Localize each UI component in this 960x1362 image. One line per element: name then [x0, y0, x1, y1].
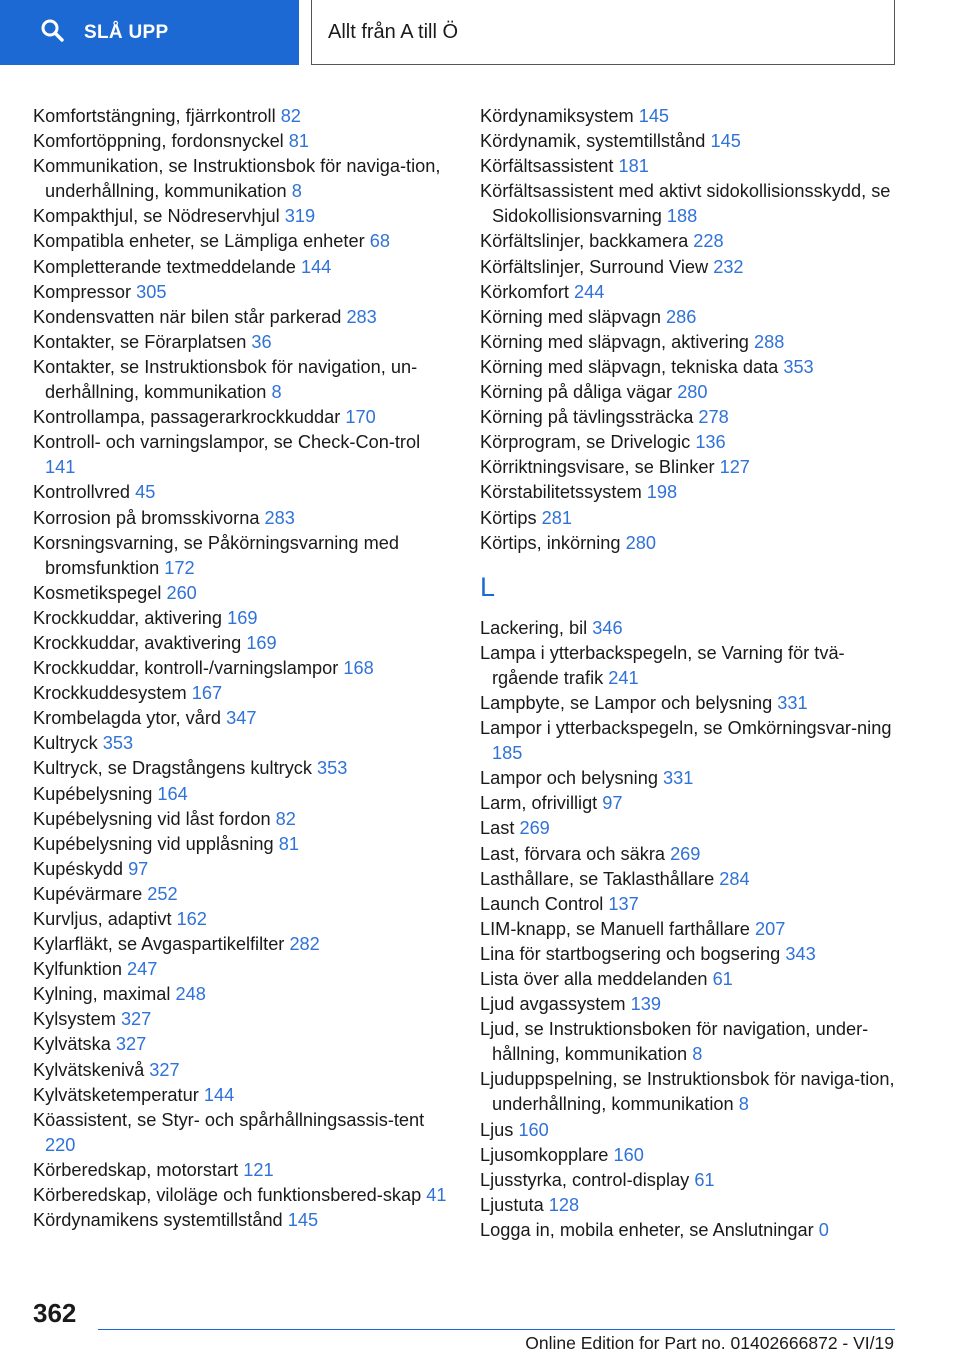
index-entry: [33, 355, 453, 405]
index-entry-term: Ljud avgassystem: [480, 994, 626, 1015]
index-entry-page-link[interactable]: 198: [646, 482, 678, 503]
index-entry-page-link[interactable]: 61: [712, 969, 733, 989]
index-entry-term: Ljus: [480, 1119, 514, 1140]
index-entry-term: Kylvätsketemperatur: [33, 1084, 199, 1105]
index-entry-page-link[interactable]: 353: [102, 733, 134, 754]
index-entry: [480, 691, 900, 716]
index-entry-term: Logga in, mobila enheter, se Anslutningar: [480, 1219, 814, 1240]
page-number: 362: [33, 1298, 77, 1328]
index-entry-page-link[interactable]: 278: [698, 407, 729, 428]
index-entry-term: Kompressor: [33, 281, 132, 302]
index-entry: [33, 932, 453, 957]
index-entry-term: Lista över alla meddelanden: [480, 969, 708, 989]
index-entry-page-link[interactable]: 144: [300, 256, 332, 277]
index-entry-page-link[interactable]: 248: [175, 984, 206, 1005]
index-entry-page-link[interactable]: 0: [818, 1219, 829, 1240]
index-entry-page-link[interactable]: 319: [284, 206, 316, 227]
top-bar: [0, 0, 960, 66]
index-entry-page-link[interactable]: 269: [519, 818, 550, 839]
index-entry: [480, 942, 900, 967]
index-entry-page-link[interactable]: 280: [625, 532, 656, 553]
index-entry-term: Kupébelysning: [33, 783, 153, 804]
index-column-right: [480, 104, 900, 1243]
index-group-k: [480, 104, 900, 556]
index-entry-page-link[interactable]: 188: [666, 206, 698, 227]
index-entry: [480, 967, 900, 992]
index-entry: [480, 380, 900, 405]
index-entry-page-link[interactable]: 327: [115, 1034, 147, 1055]
index-entry-page-link[interactable]: 284: [719, 868, 750, 889]
index-entry-page-link[interactable]: 68: [369, 231, 390, 252]
index-entry-page-link[interactable]: 167: [191, 683, 223, 704]
index-entry-term: Launch Control: [480, 893, 604, 914]
index-entry: [33, 430, 453, 480]
index-entry-term: Lackering, bil: [480, 617, 588, 638]
index-entry-page-link[interactable]: 170: [345, 407, 376, 428]
index-entry: [33, 480, 453, 505]
index-entry-page-link[interactable]: 141: [45, 457, 76, 478]
footer-divider: [98, 1329, 895, 1330]
index-entry: [33, 1108, 453, 1158]
index-entry: [33, 756, 453, 781]
index-entry-term: LIM-knapp, se Manuell farthållare: [480, 918, 750, 939]
index-entry-term: Lampor och belysning: [480, 768, 658, 789]
index-entry-term: Ljud, se Instruktionsboken för navigation, under-hållning, kommunikation: [480, 1019, 869, 1065]
index-entry: [33, 531, 453, 581]
index-entry: [480, 179, 900, 229]
index-entry-page-link[interactable]: 145: [287, 1210, 319, 1231]
index-entry-page-link[interactable]: 8: [271, 382, 282, 403]
index-entry-page-link[interactable]: 252: [147, 883, 178, 904]
index-entry: [480, 616, 900, 641]
index-entry-page-link[interactable]: 331: [777, 692, 808, 713]
index-entry: [480, 867, 900, 892]
index-entry-page-link[interactable]: 97: [128, 858, 149, 879]
index-entry: [480, 716, 900, 766]
index-entry: [480, 430, 900, 455]
index-entry-page-link[interactable]: 327: [120, 1009, 152, 1030]
index-entry: [480, 531, 900, 556]
index-entry-page-link[interactable]: 280: [677, 382, 708, 403]
index-entry-term: Körfältsassistent med aktivt sidokollisionsskydd, se Sidokollisionsvarning: [480, 181, 891, 227]
index-entry: [33, 330, 453, 355]
index-entry-term: Kondensvatten när bilen står parkerad: [33, 306, 342, 327]
index-entry-page-link[interactable]: 160: [518, 1119, 549, 1140]
search-button-label: SLÅ UPP: [84, 21, 169, 43]
index-entry: [480, 255, 900, 280]
index-entry-term: Kylvätskenivå: [33, 1059, 145, 1080]
index-entry-page-link[interactable]: 82: [275, 808, 296, 829]
index-entry-term: Kördynamikens systemtillstånd: [33, 1210, 283, 1231]
index-entry-page-link[interactable]: 283: [346, 306, 377, 327]
index-entry: [33, 104, 453, 129]
index-entry-term: Körfältslinjer, backkamera: [480, 231, 689, 252]
index-entry-page-link[interactable]: 343: [785, 943, 816, 964]
index-entry-page-link[interactable]: 8: [291, 181, 302, 202]
index-entry: [480, 917, 900, 942]
index-entry-page-link[interactable]: 260: [166, 582, 197, 603]
index-entry-page-link[interactable]: 145: [710, 131, 741, 152]
tab-a-to-o-index[interactable]: [311, 0, 895, 65]
index-entry-page-link[interactable]: 121: [243, 1159, 274, 1180]
index-entry: [480, 305, 900, 330]
index-entry-term: Lampa i ytterbackspegeln, se Varning för tvä-rgående trafik: [480, 642, 845, 688]
index-entry-term: Ljusomkopplare: [480, 1144, 609, 1165]
index-entry: [33, 631, 453, 656]
index-entry: [33, 154, 453, 204]
index-entry-page-link[interactable]: 45: [135, 482, 156, 503]
footer-edition-text: Online Edition for Part no. 01402666872 - VI/19: [525, 1333, 894, 1353]
index-entry: [33, 1032, 453, 1057]
index-entry-term: Kylfunktion: [33, 959, 122, 980]
index-entry-page-link[interactable]: 41: [426, 1185, 447, 1206]
index-entry: [33, 731, 453, 756]
index-entry-page-link[interactable]: 207: [754, 918, 786, 939]
index-entry-page-link[interactable]: 283: [264, 507, 295, 528]
index-entry-term: Kosmetikspegel: [33, 582, 162, 603]
index-entry: [33, 681, 453, 706]
index-entry-page-link[interactable]: 232: [713, 256, 744, 277]
index-entry-page-link[interactable]: 136: [695, 432, 726, 453]
index-entry-term: Larm, ofrivilligt: [480, 793, 598, 814]
index-entry: [33, 656, 453, 681]
index-entry: [480, 480, 900, 505]
index-entry: [480, 280, 900, 305]
index-entry: [480, 330, 900, 355]
index-entry-page-link[interactable]: 160: [613, 1144, 644, 1165]
index-entry-term: Last, förvara och säkra: [480, 843, 665, 864]
index-entry-page-link[interactable]: 81: [278, 833, 299, 854]
index-entry-term: Kompakthjul, se Nödreservhjul: [33, 206, 280, 227]
index-entry-term: Lina för startbogsering och bogsering: [480, 943, 781, 964]
index-entry-term: Krockkuddar, kontroll-/varningslampor: [33, 658, 339, 679]
index-entry: [480, 992, 900, 1017]
index-entry-page-link[interactable]: 181: [618, 156, 649, 177]
index-entry: [480, 641, 900, 691]
index-entry-page-link[interactable]: 244: [574, 281, 605, 302]
index-entry-term: Lampbyte, se Lampor och belysning: [480, 692, 773, 713]
index-entry-term: Korrosion på bromsskivorna: [33, 507, 260, 528]
index-entry-page-link[interactable]: 82: [280, 106, 301, 126]
index-entry-page-link[interactable]: 286: [666, 306, 697, 327]
index-entry: [33, 1058, 453, 1083]
search-icon: [40, 18, 84, 47]
index-entry: [33, 305, 453, 330]
index-entry-term: Kördynamik, systemtillstånd: [480, 131, 706, 152]
index-entry: [33, 581, 453, 606]
index-entry-page-link[interactable]: 81: [288, 131, 310, 152]
index-entry-term: Lasthållare, se Taklasthållare: [480, 868, 715, 889]
index-entry: [480, 405, 900, 430]
index-entry: [480, 1143, 900, 1168]
index-entry-page-link[interactable]: 139: [630, 994, 661, 1015]
index-entry: [480, 1168, 900, 1193]
index-entry: [480, 816, 900, 841]
index-entry-term: Körriktningsvisare, se Blinker: [480, 457, 715, 478]
tab-a-to-o-index-label: Allt från A till Ö: [328, 20, 459, 43]
index-entry-term: Kylvätska: [33, 1034, 111, 1055]
index-entry-page-link[interactable]: 168: [343, 658, 374, 679]
index-entry-page-link[interactable]: 169: [227, 607, 258, 628]
index-entry: [33, 255, 453, 280]
index-entry: [33, 506, 453, 531]
index-entry: [33, 882, 453, 907]
index-entry: [33, 1208, 453, 1233]
index-entry-term: Kurvljus, adaptivt: [33, 909, 172, 929]
index-entry: [33, 982, 453, 1007]
index-entry-page-link[interactable]: 8: [692, 1044, 703, 1065]
index-entry-term: Körprogram, se Drivelogic: [480, 432, 691, 453]
index-entry-term: Kördynamiksystem: [480, 106, 634, 126]
index-entry: [33, 204, 453, 229]
index-entry-page-link[interactable]: 282: [289, 934, 320, 955]
index-entry-page-link[interactable]: 144: [203, 1084, 235, 1105]
index-entry-term: Körkomfort: [480, 281, 569, 302]
index-entry-term: Lampor i ytterbackspegeln, se Omkörningsvar-ning: [480, 718, 892, 739]
index-entry-term: Kylsystem: [33, 1009, 116, 1030]
index-entry-term: Kultryck: [33, 733, 98, 754]
index-entry: [33, 857, 453, 882]
index-entry: [480, 892, 900, 917]
index-entry: [480, 1017, 900, 1067]
index-entry: [33, 1183, 453, 1208]
index-entry-page-link[interactable]: 127: [719, 457, 750, 478]
index-entry-term: Krockkuddar, avaktivering: [33, 632, 242, 653]
index-entry-term: Krombelagda ytor, vård: [33, 708, 222, 729]
index-entry-term: Kommunikation, se Instruktionsbok för naviga-tion, underhållning, kommunikation: [33, 156, 441, 202]
index-entry-page-link[interactable]: 137: [608, 893, 639, 914]
index-entry: [33, 280, 453, 305]
index-entry: [480, 766, 900, 791]
index-entry-page-link[interactable]: 346: [592, 617, 623, 638]
index-entry-term: Köassistent, se Styr- och spårhållningsassis-tent: [33, 1109, 425, 1130]
index-column-left: [33, 104, 453, 1233]
index-entry: [480, 1118, 900, 1143]
index-entry-page-link[interactable]: 162: [176, 909, 207, 929]
index-entry: [480, 104, 900, 129]
index-entry-page-link[interactable]: 327: [149, 1059, 180, 1080]
index-entry-term: Körstabilitetssystem: [480, 482, 642, 503]
index-entry-term: Ljuduppspelning, se Instruktionsbok för naviga-tion, underhållning, kommunikation: [480, 1069, 895, 1115]
index-entry-term: Kupéskydd: [33, 858, 123, 879]
index-entry-term: Kontroll- och varningslampor, se Check-Con-trol: [33, 432, 421, 453]
index-entry-page-link[interactable]: 128: [548, 1194, 580, 1215]
section-letter-heading: L: [480, 571, 496, 602]
index-entry-term: Kultryck, se Dragstångens kultryck: [33, 758, 312, 779]
index-entry: [33, 606, 453, 631]
index-entry-term: Krockkuddesystem: [33, 683, 187, 704]
index-entry-term: Ljusstyrka, control-display: [480, 1169, 690, 1190]
index-entry-term: Komfortstängning, fjärrkontroll: [33, 106, 276, 126]
index-entry-term: Komfortöppning, fordonsnyckel: [33, 131, 284, 152]
index-entry-page-link[interactable]: 164: [157, 783, 188, 804]
index-entry-term: Körtips, inkörning: [480, 532, 621, 553]
index-entry-page-link[interactable]: 61: [694, 1169, 715, 1190]
index-entry: [480, 1193, 900, 1218]
index-entry-page-link[interactable]: 97: [602, 793, 623, 814]
index-entry-term: Kompatibla enheter, se Lämpliga enheter: [33, 231, 365, 252]
index-entry-term: Kontrollampa, passagerarkrockkuddar: [33, 407, 341, 428]
index-entry: [480, 355, 900, 380]
index-entry: [33, 832, 453, 857]
index-entry: [33, 957, 453, 982]
index-entry-term: Kupébelysning vid låst fordon: [33, 808, 271, 829]
index-entry-page-link[interactable]: 269: [670, 843, 701, 864]
index-entry-page-link[interactable]: 353: [783, 356, 814, 377]
index-entry: [480, 455, 900, 480]
index-entry-page-link[interactable]: 220: [45, 1134, 76, 1155]
index-entry-term: Kontakter, se Instruktionsbok för navigation, un-derhållning, kommunikation: [33, 356, 418, 403]
index-entry: [33, 807, 453, 832]
index-entry-term: Kompletterande textmeddelande: [33, 256, 296, 277]
index-entry-page-link[interactable]: 172: [164, 557, 195, 578]
index-entry: [33, 129, 453, 154]
index-entry-term: Körning med släpvagn, tekniska data: [480, 356, 779, 377]
index-entry: [480, 129, 900, 154]
index-entry: [33, 1083, 453, 1108]
index-entry-page-link[interactable]: 228: [693, 231, 724, 252]
index-entry-term: Körberedskap, motorstart: [33, 1159, 239, 1180]
index-entry-term: Kontakter, se Förarplatsen: [33, 331, 247, 352]
index-entry: [480, 154, 900, 179]
index-entry-page-link[interactable]: 36: [251, 331, 272, 352]
index-entry-term: Körfältslinjer, Surround View: [480, 256, 709, 277]
index-entry-term: Ljustuta: [480, 1194, 544, 1215]
index-entry-term: Körberedskap, viloläge och funktionsbered-skap: [33, 1185, 422, 1206]
index-entry: [33, 229, 453, 254]
index-entry: [33, 405, 453, 430]
index-entry: [33, 1007, 453, 1032]
index-entry-page-link[interactable]: 288: [754, 331, 785, 352]
index-entry-page-link[interactable]: 331: [663, 768, 694, 789]
index-entry-term: Krockkuddar, aktivering: [33, 607, 223, 628]
index-entry-term: Kontrollvred: [33, 482, 131, 503]
index-entry-page-link[interactable]: 347: [226, 708, 257, 729]
index-entry-term: Kylarfläkt, se Avgaspartikelfilter: [33, 934, 285, 955]
search-button[interactable]: [0, 0, 299, 65]
index-entry-page-link[interactable]: 247: [127, 959, 158, 980]
index-entry-page-link[interactable]: 281: [541, 507, 573, 528]
index-entry-term: Korsningsvarning, se Påkörningsvarning med bromsfunktion: [33, 532, 399, 578]
index-entry: [480, 1218, 900, 1243]
index-entry-page-link[interactable]: 305: [136, 281, 167, 302]
index-entry-page-link[interactable]: 241: [608, 667, 639, 688]
index-entry-page-link[interactable]: 169: [246, 632, 277, 653]
index-entry-term: Last: [480, 818, 515, 839]
index-entry-term: Körfältsassistent: [480, 156, 614, 177]
index-entry-page-link[interactable]: 185: [492, 743, 523, 764]
index-group-l: [480, 616, 900, 1243]
index-entry-page-link[interactable]: 145: [638, 106, 670, 126]
index-entry: [480, 506, 900, 531]
index-entry-term: Kupébelysning vid upplåsning: [33, 833, 274, 854]
index-entry: [33, 706, 453, 731]
index-entry-term: Körtips: [480, 507, 537, 528]
index-entry-term: Körning med släpvagn: [480, 306, 661, 327]
index-entry-term: Kylning, maximal: [33, 984, 171, 1005]
index-entry: [480, 842, 900, 867]
index-entry: [33, 782, 453, 807]
index-entry: [480, 791, 900, 816]
index-entry: [33, 1158, 453, 1183]
index-entry-page-link[interactable]: 353: [317, 758, 348, 779]
index-entry-term: Körning på tävlingssträcka: [480, 407, 694, 428]
index-entry: [480, 229, 900, 254]
index-entry: [480, 1067, 900, 1117]
index-entry-term: Körning med släpvagn, aktivering: [480, 331, 749, 352]
index-entry-term: Körning på dåliga vägar: [480, 382, 673, 403]
index-entry-page-link[interactable]: 8: [738, 1094, 749, 1115]
index-entry: [33, 907, 453, 932]
index-entry-term: Kupévärmare: [33, 883, 143, 904]
